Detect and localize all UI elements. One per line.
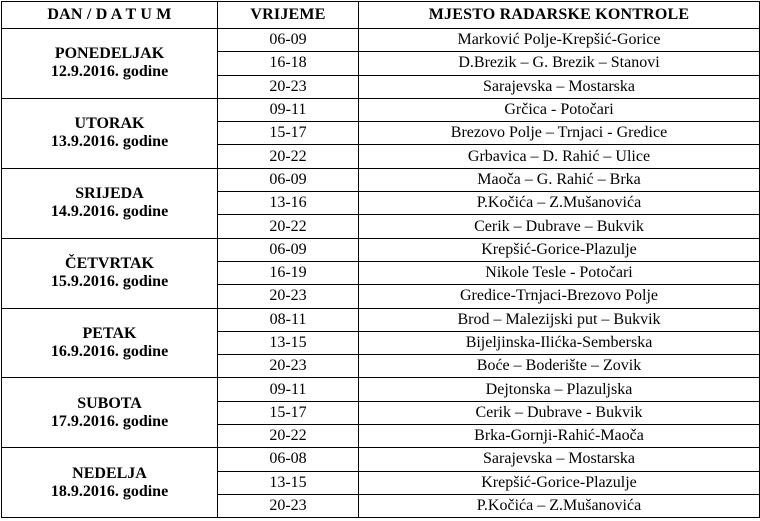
day-name: PONEDELJAK	[54, 45, 165, 63]
header-time: VRIJEME	[218, 2, 359, 29]
time-cell: 15-17	[218, 401, 359, 424]
time-cell: 16-18	[218, 52, 359, 75]
time-cell: 13-16	[218, 192, 359, 215]
location-cell: P.Kočića – Z.Mušanovića	[359, 494, 760, 517]
day-name: SRIJEDA	[75, 185, 144, 203]
day-name: NEDELJA	[72, 464, 147, 482]
time-cell: 20-23	[218, 494, 359, 517]
time-cell: 09-11	[218, 378, 359, 401]
location-cell: D.Brezik – G. Brezik – Stanovi	[359, 52, 760, 75]
location-cell: P.Kočića – Z.Mušanovića	[359, 192, 760, 215]
time-cell: 06-09	[218, 168, 359, 191]
day-cell	[2, 98, 218, 168]
location-cell: Cerik – Dubrave - Bukvik	[359, 401, 760, 424]
time-cell: 13-15	[218, 331, 359, 354]
time-cell: 20-23	[218, 285, 359, 308]
location-cell: Grčica - Potočari	[359, 98, 760, 121]
time-cell: 06-09	[218, 238, 359, 261]
location-cell: Maoča – G. Rahić – Brka	[359, 168, 760, 191]
day-date: 17.9.2016. godine	[50, 412, 169, 430]
location-cell: Dejtonska – Plazuljska	[359, 378, 760, 401]
day-cell	[2, 168, 218, 238]
day-date: 18.9.2016. godine	[50, 482, 169, 500]
table-row	[2, 448, 760, 471]
time-cell: 08-11	[218, 308, 359, 331]
location-cell: Cerik – Dubrave – Bukvik	[359, 215, 760, 238]
time-cell: 16-19	[218, 261, 359, 284]
day-date: 16.9.2016. godine	[50, 343, 169, 360]
table-row	[2, 378, 760, 401]
day-name: PETAK	[82, 325, 137, 342]
location-cell: Nikole Tesle - Potočari	[359, 261, 760, 284]
location-cell: Sarajevska – Mostarska	[359, 448, 760, 471]
location-cell: Marković Polje-Krepšić-Gorice	[359, 29, 760, 52]
time-cell: 20-23	[218, 355, 359, 378]
table-row	[2, 168, 760, 191]
location-cell: Bijeljinska-Ilićka-Semberska	[359, 331, 760, 354]
day-date: 15.9.2016. godine	[50, 273, 169, 291]
header-place: MJESTO RADARSKE KONTROLE	[359, 2, 760, 29]
time-cell: 09-11	[218, 98, 359, 121]
table-row	[2, 308, 760, 331]
location-cell: Sarajevska – Mostarska	[359, 75, 760, 98]
time-cell: 06-09	[218, 29, 359, 52]
location-cell: Krepšić-Gorice-Plazulje	[359, 238, 760, 261]
radar-schedule-table	[1, 1, 760, 518]
location-cell: Krepšić-Gorice-Plazulje	[359, 471, 760, 494]
schedule-body	[2, 29, 760, 518]
location-cell: Grbavica – D. Rahić – Ulice	[359, 145, 760, 168]
table-row	[2, 98, 760, 121]
day-cell	[2, 238, 218, 308]
day-date: 13.9.2016. godine	[50, 133, 169, 151]
day-name: ČETVRTAK	[65, 255, 154, 273]
location-cell: Boće – Boderište – Zovik	[359, 355, 760, 378]
location-cell: Brezovo Polje – Trnjaci - Gredice	[359, 122, 760, 145]
table-row	[2, 238, 760, 261]
day-cell	[2, 448, 218, 518]
day-date: 14.9.2016. godine	[50, 203, 169, 221]
location-cell: Gredice-Trnjaci-Brezovo Polje	[359, 285, 760, 308]
time-cell: 20-22	[218, 425, 359, 448]
day-cell	[2, 29, 218, 99]
header-day-date: DAN / D A T U M	[2, 2, 218, 29]
location-cell: Brod – Malezijski put – Bukvik	[359, 308, 760, 331]
header-row	[2, 2, 760, 29]
day-cell	[2, 308, 218, 378]
day-date: 12.9.2016. godine	[50, 63, 169, 81]
time-cell: 06-08	[218, 448, 359, 471]
time-cell: 15-17	[218, 122, 359, 145]
time-cell: 13-15	[218, 471, 359, 494]
location-cell: Brka-Gornji-Rahić-Maoča	[359, 425, 760, 448]
day-name: SUBOTA	[77, 394, 142, 412]
time-cell: 20-22	[218, 215, 359, 238]
day-name: UTORAK	[74, 115, 145, 133]
time-cell: 20-22	[218, 145, 359, 168]
day-cell	[2, 378, 218, 448]
time-cell: 20-23	[218, 75, 359, 98]
table-row	[2, 29, 760, 52]
